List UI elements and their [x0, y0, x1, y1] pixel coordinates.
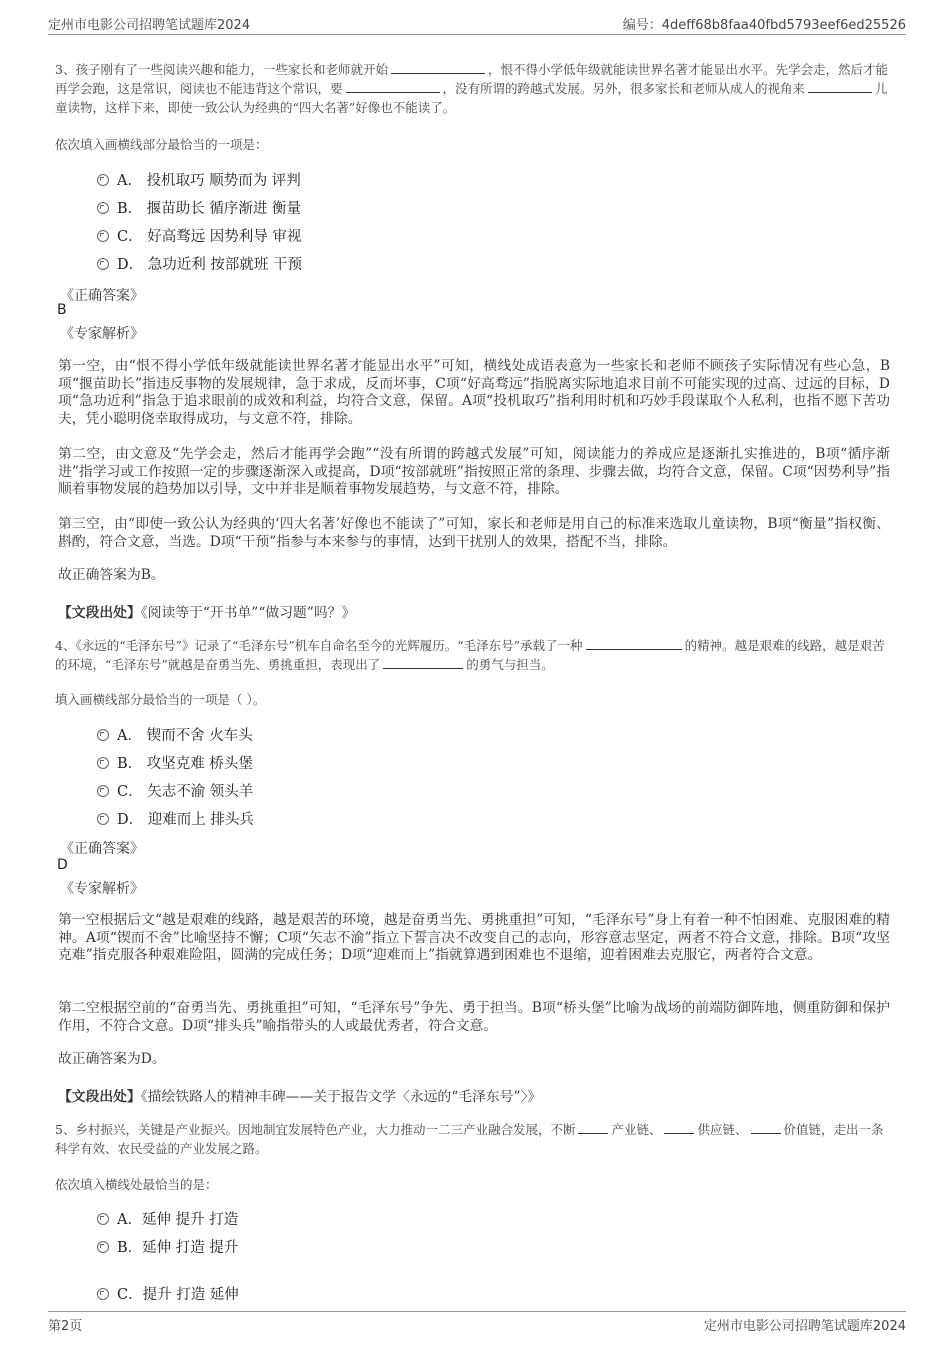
radio-icon[interactable] — [97, 1213, 109, 1225]
radio-icon[interactable] — [97, 785, 109, 797]
question-5-option-b[interactable]: B．延伸 打造 提升 — [97, 1236, 238, 1258]
analysis-paragraph: 第一空，由“恨不得小学低年级就能读世界名著才能显出水平”可知，横线处成语表意为一些家长和老师不顾孩子实际情况有些心急，B项“揠苗助长”指违反事物的发展规律，急于求成，反而坏事，C项“好高骛远”指脱离实际地追求目前不可能实现的过高、过远的目标，D项“急功近利”指急于追求眼前的成效和利益，均符合文意，保留。A项“投机取巧”指利用时机和巧妙手段谋取个人私利，也指不愿下苦功夫，凭小聪明侥幸取得成功，与文意不符，排除。 — [58, 358, 890, 427]
blank-line — [664, 1120, 694, 1134]
question-4-option-d[interactable]: D． 迎难而上 排头兵 — [97, 808, 254, 830]
question-4-option-c[interactable]: C． 矢志不渝 领头羊 — [97, 780, 253, 802]
question-3-prompt: 依次填入画横线部分最恰当的一项是： — [55, 137, 268, 152]
answer-value: D — [57, 857, 68, 873]
question-5-option-c[interactable]: C．提升 打造 延伸 — [97, 1283, 239, 1305]
blank-line — [391, 60, 485, 74]
radio-icon[interactable] — [97, 757, 109, 769]
question-3-stem: 3、孩子刚有了一些阅读兴趣和能力，一些家长和老师就开始 ，恨不得小学低年级就能读世界名著才能显出水平。先学会走，然后才能再学会跑，这是常识，阅读也不能违背这个常识，要 ，没有所谓的跨越式发展。另外，很多家长和老师从成人的视角来 儿童读物，这样下来，即使一致公认为经典的“四大名著”好像也不能读了。 — [55, 62, 888, 115]
page-header — [48, 12, 906, 35]
question-3-option-b[interactable]: B． 揠苗助长 循序渐进 衡量 — [97, 197, 301, 219]
header-title: 定州市电影公司招聘笔试题库2024 — [48, 18, 251, 33]
analysis-paragraph: 第二空，由文意及“先学会走，然后才能再学会跑”“没有所谓的跨越式发展”可知，阅读能力的养成应是逐渐扎实推进的，B项“循序渐进”指学习或工作按照一定的步骤逐渐深入或提高，D项“按部就班”指按照正常的条理、步骤去做，均符合文意，保留。C项“因势利导”指顺着事物发展的趋势加以引导，文中并非是顺着事物发展趋势，与文意不符，排除。 — [58, 446, 890, 497]
footer-title: 定州市电影公司招聘笔试题库2024 — [703, 1319, 906, 1334]
page-footer — [48, 1311, 906, 1334]
radio-icon[interactable] — [97, 1241, 109, 1253]
blank-line — [808, 79, 872, 93]
blank-line — [346, 79, 440, 93]
analysis-paragraph: 第一空根据后文“越是艰难的线路，越是艰苦的环境，越是奋勇当先、勇挑重担”可知，“毛泽东号”身上有着一种不怕困难、克服困难的精神。A项“锲而不舍”比喻坚持不懈；C项“矢志不渝”指立下誓言决不改变自己的志向，形容意志坚定，两者不符合文意，排除。B项“攻坚克难”指克服各种艰难险阻，圆满的完成任务；D项“迎难而上”指就算遇到困难也不退缩，迎着困难去克服它，两者符合文意。 — [58, 912, 890, 963]
blank-line — [383, 655, 463, 669]
header-serial: 编号：4deff68b8faa40fbd5793eef6ed25526 — [622, 18, 906, 33]
radio-icon[interactable] — [97, 258, 109, 270]
question-4-prompt: 填入画横线部分最恰当的一项是（ ）。 — [55, 692, 266, 707]
question-3-option-a[interactable]: A． 投机取巧 顺势而为 评判 — [97, 169, 301, 191]
analysis-conclusion: 故正确答案为B。 — [58, 567, 165, 583]
radio-icon[interactable] — [97, 729, 109, 741]
question-5-prompt: 依次填入横线处最恰当的是： — [55, 1177, 218, 1192]
analysis-label: 《专家解析》 — [60, 326, 144, 342]
question-3-option-d[interactable]: D． 急功近利 按部就班 干预 — [97, 253, 302, 275]
radio-icon[interactable] — [97, 202, 109, 214]
analysis-conclusion: 故正确答案为D。 — [58, 1051, 166, 1067]
source-citation: 【文段出处】《阅读等于“开书单”“做习题”吗？》 — [58, 605, 356, 621]
question-3-option-c[interactable]: C． 好高骛远 因势利导 审视 — [97, 225, 301, 247]
page-number: 第2页 — [48, 1319, 83, 1334]
question-5-stem: 5、乡村振兴，关键是产业振兴。因地制宜发展特色产业，大力推动一二三产业融合发展，不断 产业链、 供应链、 价值链，走出一条科学有效、农民受益的产业发展之路。 — [55, 1122, 884, 1156]
blank-line — [751, 1120, 781, 1134]
analysis-paragraph: 第三空，由“即使一致公认为经典的‘四大名著’好像也不能读了”可知，家长和老师是用自己的标准来选取儿童读物，B项“衡量”指权衡、斟酌，符合文意，当选。D项“干预”指参与本来参与的事情，达到干扰别人的效果，搭配不当，排除。 — [58, 516, 890, 550]
question-5-option-a[interactable]: A．延伸 提升 打造 — [97, 1208, 238, 1230]
blank-line — [578, 1120, 608, 1134]
radio-icon[interactable] — [97, 230, 109, 242]
radio-icon[interactable] — [97, 813, 109, 825]
radio-icon[interactable] — [97, 174, 109, 186]
answer-label: 《正确答案》 — [60, 288, 144, 304]
question-4-option-b[interactable]: B． 攻坚克难 桥头堡 — [97, 752, 253, 774]
answer-value: B — [57, 302, 67, 318]
blank-line — [586, 636, 682, 650]
analysis-paragraph: 第二空根据空前的“奋勇当先、勇挑重担”可知，“毛泽东号”争先、勇于担当。B项“桥头堡”比喻为战场的前端防御阵地，侧重防御和保护作用，不符合文意。D项“排头兵”喻指带头的人或最优秀者，符合文意。 — [58, 1000, 890, 1034]
question-4-option-a[interactable]: A． 锲而不舍 火车头 — [97, 724, 253, 746]
answer-label: 《正确答案》 — [60, 841, 144, 857]
source-citation: 【文段出处】《描绘铁路人的精神丰碑——关于报告文学〈永远的“毛泽东号”〉》 — [58, 1089, 542, 1105]
question-4-stem: 4、《永远的“毛泽东号”》记录了“毛泽东号”机车自命名至今的光辉履历。“毛泽东号”承载了一种 的精神。越是艰难的线路，越是艰苦的环境，“毛泽东号”就越是奋勇当先、勇挑重担，表现出了 的勇气与担当。 — [55, 638, 885, 672]
analysis-label: 《专家解析》 — [60, 881, 144, 897]
radio-icon[interactable] — [97, 1288, 109, 1300]
